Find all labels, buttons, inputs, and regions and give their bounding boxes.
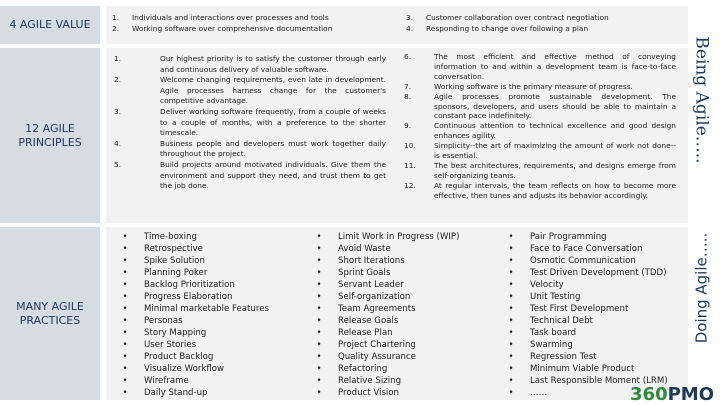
bullet-icon: • [122,376,128,386]
practice-label: Spike Solution [144,256,205,266]
principle-item: 11. The best architectures, requirements, and designs emerge from self-organizing teams. [404,160,676,180]
practice-item [300,279,404,291]
bullet-icon: • [508,232,514,242]
practice-item [492,339,573,351]
bullet-icon: • [316,292,322,302]
bullet-icon: • [508,328,514,338]
practice-label: Self-organization [338,292,411,302]
brand-logo [630,385,714,405]
practice-item [300,255,405,267]
bullet-icon: • [122,292,128,302]
bullet-icon: • [508,364,514,374]
practice-label: Minimal marketable Features [144,304,269,314]
practice-item [106,279,235,291]
practice-label: Story Mapping [144,328,207,338]
practice-label: Quality Assurance [338,352,416,362]
practice-label: Team Agreements [338,304,416,314]
principle-item: 3. Deliver working software frequently, from a couple of weeks to a couple of months, with a preference to the shorter timescale. [114,106,386,138]
practice-item [300,231,459,243]
logo-part-number: 360 [630,384,668,405]
bullet-icon: • [122,268,128,278]
practice-item [300,291,410,303]
being-agile-caption: Being Agile….. [691,36,712,164]
practice-item [300,327,393,339]
practice-label: Velocity [530,280,564,290]
practice-label: Technical Debt [530,316,593,326]
practice-label: Release Plan [338,328,393,338]
practice-item [300,303,416,315]
practice-label: Sprint Goals [338,268,391,278]
principle-item: 9. Continuous attention to technical excellence and good design enhances agility. [404,121,676,141]
bullet-icon: • [316,376,322,386]
practice-item [492,231,607,243]
bullet-icon: • [316,280,322,290]
principle-item: 7. Working software is the primary measure of progress. [404,81,633,91]
bullet-icon: • [508,256,514,266]
practice-item [492,255,636,267]
value-item: 4. Responding to change over following a plan [406,23,589,33]
practice-label: Swarming [530,340,573,350]
bullet-icon: • [508,376,514,386]
practice-item [492,267,667,279]
practice-item [300,339,416,351]
principles-col-right [404,52,676,201]
practice-item [106,315,183,327]
practice-label: Test First Development [530,304,629,314]
practice-label: Product Vision [338,388,400,398]
practice-item [106,387,207,399]
logo-part-text: PMO [667,384,714,405]
practice-label: Short Iterations [338,256,405,266]
bullet-icon: • [508,352,514,362]
practice-item [492,243,643,255]
values-label: 4 AGILE VALUE [0,6,100,44]
bullet-icon: • [316,232,322,242]
practice-item [300,363,387,375]
bullet-icon: • [316,244,322,254]
practice-item [492,351,597,363]
practices-panel [106,227,688,400]
bullet-icon: • [122,388,128,398]
principle-item: 4. Business people and developers must work together daily throughout the project. [114,138,386,159]
practice-label: Servant Leader [338,280,404,290]
practice-label: Limit Work in Progress (WIP) [338,232,460,242]
principles-col-left [114,54,386,192]
bullet-icon: • [316,316,322,326]
principle-item: 2. Welcome changing requirements, even late in development. Agile processes harness change for the customer's competitive advantage. [114,75,386,106]
practice-item [106,267,207,279]
practice-item [106,303,269,315]
practice-item [106,255,205,267]
practice-label: Release Goals [338,316,399,326]
practice-label: Task board [530,328,577,338]
principles-panel [106,48,688,223]
practice-item [492,315,593,327]
value-item: 2. Working software over comprehensive documentation [112,23,333,33]
bullet-icon: • [122,304,128,314]
bullet-icon: • [508,292,514,302]
bullet-icon: • [122,328,128,338]
values-panel [106,6,688,44]
bullet-icon: • [316,328,322,338]
bullet-icon: • [122,280,128,290]
practice-label: Retrospective [144,244,203,254]
practice-label: Time-boxing [144,232,197,242]
practice-item [106,351,213,363]
bullet-icon: • [316,352,322,362]
practice-item [106,327,206,339]
practice-label: Daily Stand-up [144,388,208,398]
practice-item [492,327,576,339]
practice-item [300,375,401,387]
practice-label: Visualize Workflow [144,364,225,374]
practice-label: Face to Face Conversation [530,244,643,254]
bullet-icon: • [508,316,514,326]
practice-label: Unit Testing [530,292,581,302]
practice-item [300,387,399,399]
practice-label: Personas [144,316,183,326]
practice-label: Regression Test [530,352,597,362]
doing-agile-caption: Doing Agile….. [692,232,711,343]
practice-label: Progress Elaboration [144,292,233,302]
practice-label: Project Chartering [338,340,416,350]
bullet-icon: • [316,364,322,374]
practice-label: Product Backlog [144,352,214,362]
practice-item [106,363,224,375]
bullet-icon: • [508,340,514,350]
practice-label: Last Responsible Moment (LRM) [530,376,668,386]
bullet-icon: • [316,256,322,266]
value-item: 3. Customer collaboration over contract negotiation [406,13,609,22]
bullet-icon: • [316,304,322,314]
practice-item [106,291,232,303]
practice-label: Wireframe [144,376,189,386]
bullet-icon: • [508,280,514,290]
bullet-icon: • [122,340,128,350]
principle-item: 8. Agile processes promote sustainable development. The sponsors, developers, and users should be able to maintain a constant pace indefinitely. [404,91,676,121]
practice-label: Refactoring [338,364,388,374]
practice-item [300,267,390,279]
practice-label: Backlog Prioritization [144,280,235,290]
bullet-icon: • [508,268,514,278]
principle-item: 1. Our highest priority is to satisfy the customer through early and continuous delivery of valuable software. [114,54,386,74]
principle-item: 5. Build projects around motivated individuals. Give them the environment and support they need, and trust them to get the job done. [114,159,386,191]
practice-label: Osmotic Communication [530,256,636,266]
practice-label: Minimum Viable Product [530,364,635,374]
principle-item: 12. At regular intervals, the team reflects on how to become more effective, then tunes and adjusts its behavior accordingly. [404,180,676,200]
practice-item [492,303,628,315]
practice-item [106,375,189,387]
bullet-icon: • [122,256,128,266]
bullet-icon: • [122,316,128,326]
practice-label: Pair Programming [530,232,607,242]
value-item: 1. Individuals and interactions over processes and tools [112,13,329,22]
practice-label: …… [530,388,548,398]
practice-item [492,291,580,303]
principle-item: 10. Simplicity--the art of maximizing the amount of work not done--is essential. [404,141,676,161]
principles-label: 12 AGILE PRINCIPLES [0,48,100,223]
bullet-icon: • [122,352,128,362]
bullet-icon: • [316,340,322,350]
practice-label: User Stories [144,340,197,350]
bullet-icon: • [122,232,128,242]
practice-label: Test Driven Development (TDD) [530,268,667,278]
bullet-icon: • [122,364,128,374]
practice-item [300,315,398,327]
practice-item [300,351,416,363]
practice-item [492,363,634,375]
bullet-icon: • [316,268,322,278]
practice-item [106,243,203,255]
bullet-icon: • [316,388,322,398]
principle-item: 6. The most efficient and effective method of conveying information to and within a development team is face-to-face conversation. [404,52,676,81]
practice-label: Relative Sizing [338,376,402,386]
practice-label: Avoid Waste [338,244,391,254]
practices-label: MANY AGILE PRACTICES [0,227,100,400]
bullet-icon: • [508,388,514,398]
bullet-icon: • [508,304,514,314]
practice-item [492,279,564,291]
practice-item [300,243,391,255]
practice-label: Planning Poker [144,268,208,278]
bullet-icon: • [122,244,128,254]
practice-item [106,339,196,351]
bullet-icon: • [508,244,514,254]
practice-item [106,231,197,243]
practice-item [492,387,547,399]
